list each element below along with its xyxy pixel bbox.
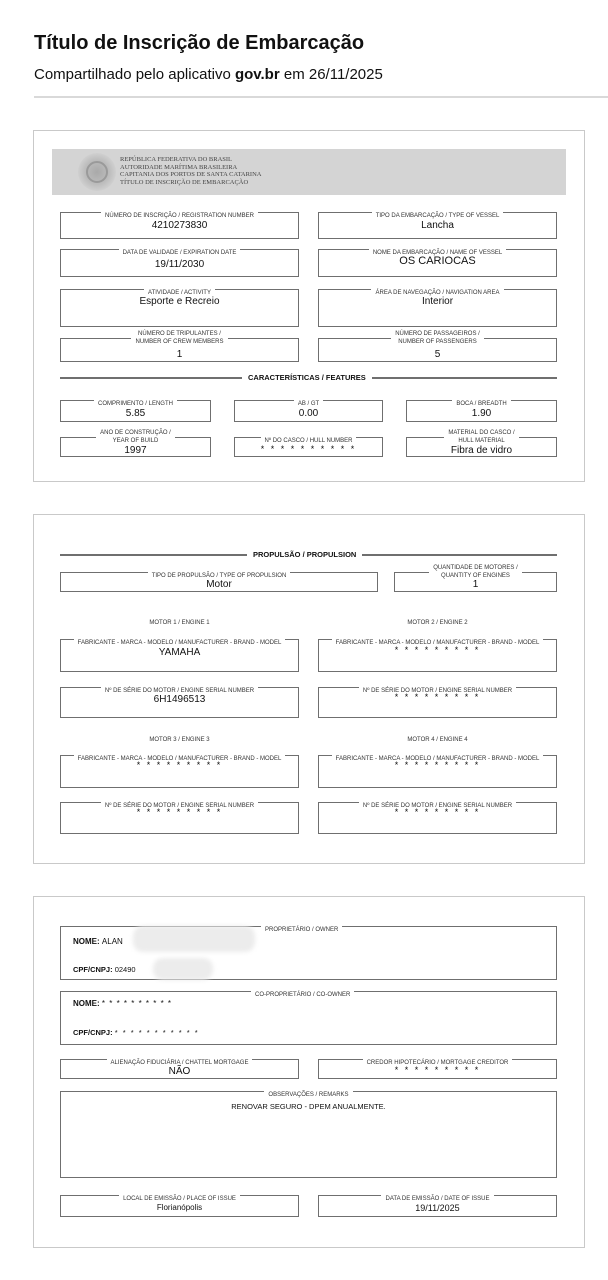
field-label: FABRICANTE - MARCA - MODELO / MANUFACTURER - BRAND - MODEL [74,639,286,647]
coowner-doc-value: * * * * * * * * * * * [114,1028,200,1037]
field-label: TIPO DA EMBARCAÇÃO / TYPE OF VESSEL [372,212,504,220]
engine-quantity-field [394,565,557,592]
label-line: QUANTIDADE DE MOTORES / [433,565,518,571]
remarks-field [60,1091,557,1178]
crew-members-field [60,331,299,362]
owner-name-value: ALAN [101,937,123,946]
coowner-doc-line [73,1028,199,1037]
field-label: Nº DE SÉRIE DO MOTOR / ENGINE SERIAL NUMBER [101,687,258,695]
coowner-name-label: NOME: [73,999,100,1008]
owner-doc-value: 02490 [114,965,136,974]
document-header [52,149,566,195]
engine-2-maker-value: * * * * * * * * * [394,645,481,655]
engine-3-serial-value: * * * * * * * * * [136,807,223,817]
engine-2-serial-field [318,687,557,718]
field-label [96,429,175,445]
field-label [131,330,227,346]
engine-4-serial-field [318,802,557,834]
features-title: CARACTERÍSTICAS / FEATURES [242,373,372,382]
hull-number-value: * * * * * * * * * * [260,444,357,454]
field-label: AB / GT [294,400,323,408]
label-line: MATERIAL DO CASCO / [448,430,515,436]
remarks-value: RENOVAR SEGURO - DPEM ANUALMENTE. [231,1102,386,1111]
label-line: HULL MATERIAL [458,438,505,444]
engine-4-serial-value: * * * * * * * * * [394,807,481,817]
field-label [391,330,484,346]
engine-3-serial-field [60,802,299,834]
header-divider [34,96,608,98]
propulsion-type-field [60,572,378,592]
shared-app[interactable]: gov.br [234,66,280,83]
engine-3-maker-field [60,755,299,788]
expiration-date-value: 19/11/2030 [154,259,205,270]
passengers-value: 5 [434,349,441,360]
engine-1-maker-value: YAMAHA [158,647,201,658]
field-label: LOCAL DE EMISSÃO / PLACE OF ISSUE [119,1195,240,1203]
field-label: OBSERVAÇÕES / REMARKS [264,1091,352,1099]
field-label: FABRICANTE - MARCA - MODELO / MANUFACTURER - BRAND - MODEL [74,755,286,763]
hull-material-value: Fibra de vidro [450,445,513,456]
vessel-type-field [318,212,557,239]
page-title: Título de Inscrição de Embarcação [34,32,365,54]
coowner-doc-label: CPF/CNPJ: [73,1028,113,1037]
field-label: FABRICANTE - MARCA - MODELO / MANUFACTURER - BRAND - MODEL [332,755,544,763]
label-line: NUMBER OF PASSENGERS [398,339,477,345]
field-label: COMPRIMENTO / LENGTH [94,400,177,408]
propulsion-type-value: Motor [206,579,232,590]
vessel-card [33,130,585,482]
owner-doc-label: CPF/CNPJ: [73,965,113,974]
length-value: 5.85 [125,408,146,419]
place-of-issue-field [60,1195,299,1217]
activity-value: Esporte e Recreio [139,296,220,307]
label-line: ANO DE CONSTRUÇÃO / [100,430,171,436]
engine-1-title: MOTOR 1 / ENGINE 1 [149,620,210,626]
year-of-build-field [60,430,211,457]
engine-1-serial-field [60,687,299,718]
field-label: TIPO DE PROPULSÃO / TYPE OF PROPULSION [148,572,291,580]
field-label: PROPRIETÁRIO / OWNER [261,926,342,934]
engine-4-maker-field [318,755,557,788]
navigation-area-value: Interior [421,296,454,307]
owner-name-label: NOME: [73,937,100,946]
header-line: REPÚBLICA FEDERATIVA DO BRASIL [120,156,233,163]
label-line: NUMBER OF CREW MEMBERS [135,339,224,345]
engine-2-title: MOTOR 2 / ENGINE 2 [407,620,468,626]
header-line: AUTORIDADE MARÍTIMA BRASILEIRA [120,163,238,171]
shared-info [34,66,383,83]
field-label: Nº DE SÉRIE DO MOTOR / ENGINE SERIAL NUMBER [359,802,516,810]
engine-4-title: MOTOR 4 / ENGINE 4 [407,737,468,743]
registration-number-value: 4210273830 [151,220,208,231]
propulsion-card [33,514,585,864]
redaction-blur [133,926,255,952]
field-label: NOME DA EMBARCAÇÃO / NAME OF VESSEL [369,249,506,257]
engine-1-serial-value: 6H1496513 [153,694,206,705]
gross-tonnage-field [234,400,383,422]
redaction-blur [153,958,213,980]
shared-prefix: Compartilhado pelo aplicativo [34,66,235,83]
engine-4-maker-value: * * * * * * * * * [394,760,481,770]
field-label: FABRICANTE - MARCA - MODELO / MANUFACTURER - BRAND - MODEL [332,639,544,647]
field-label: DATA DE VALIDADE / EXPIRATION DATE [119,249,241,257]
field-label: Nº DO CASCO / HULL NUMBER [261,437,357,445]
field-label: NÚMERO DE INSCRIÇÃO / REGISTRATION NUMBER [101,212,258,220]
label-line: QUANTITY OF ENGINES [441,573,510,579]
engine-3-maker-value: * * * * * * * * * [136,760,223,770]
owner-card [33,896,585,1248]
field-label: ÁREA DE NAVEGAÇÃO / NAVIGATION AREA [371,289,503,297]
engine-3-title: MOTOR 3 / ENGINE 3 [149,737,210,743]
chattel-mortgage-value: NÃO [168,1066,191,1077]
header-line: TÍTULO DE INSCRIÇÃO DE EMBARCAÇÃO [120,178,249,186]
crew-members-value: 1 [176,349,183,360]
header-lines [120,156,262,186]
breadth-value: 1.90 [471,408,492,419]
owner-field [60,926,557,980]
field-label: BOCA / BREADTH [452,400,510,408]
shared-suffix: em 26/11/2025 [279,66,383,83]
propulsion-title: PROPULSÃO / PROPULSION [247,550,362,559]
breadth-field [406,400,557,422]
field-label [444,429,518,445]
expiration-date-field [60,249,299,277]
activity-field [60,289,299,327]
date-of-issue-value: 19/11/2025 [415,1203,460,1213]
hull-number-field [234,437,383,457]
vessel-type-value: Lancha [421,220,454,231]
registration-number-field [60,212,299,239]
field-label: ATIVIDADE / ACTIVITY [144,289,215,297]
coowner-name-line [73,999,172,1008]
hull-material-field [406,430,557,457]
field-label [429,564,522,580]
year-of-build-value: 1997 [124,445,147,456]
field-label: Nº DE SÉRIE DO MOTOR / ENGINE SERIAL NUMBER [101,802,258,810]
engine-1-maker-field [60,639,299,672]
coowner-name-value: * * * * * * * * * * [101,999,173,1008]
mortgage-creditor-value: * * * * * * * * * [394,1065,481,1075]
field-label: ALIENAÇÃO FIDUCIÁRIA / CHATTEL MORTGAGE [107,1059,253,1067]
navigation-area-field [318,289,557,327]
gross-tonnage-value: 0.00 [298,408,319,419]
field-label: CO-PROPRIETÁRIO / CO-OWNER [251,991,354,999]
label-line: NÚMERO DE TRIPULANTES / [138,331,221,337]
length-field [60,400,211,422]
label-line: NÚMERO DE PASSAGEIROS / [395,331,480,337]
coat-of-arms-icon [78,153,116,191]
mortgage-creditor-field [318,1059,557,1079]
coowner-field [60,991,557,1045]
passengers-field [318,331,557,362]
place-of-issue-value: Florianópolis [156,1203,203,1212]
field-label: Nº DE SÉRIE DO MOTOR / ENGINE SERIAL NUMBER [359,687,516,695]
owner-doc-line [73,965,136,974]
engine-2-serial-value: * * * * * * * * * [394,692,481,702]
vessel-name-field [318,249,557,277]
engine-quantity-value: 1 [472,579,479,590]
owner-name-line [73,937,123,946]
chattel-mortgage-field [60,1059,299,1079]
field-label: CREDOR HIPOTECÁRIO / MORTGAGE CREDITOR [363,1059,513,1067]
label-line: YEAR OF BUILD [112,438,159,444]
engine-2-maker-field [318,639,557,672]
header-line: CAPITANIA DOS PORTOS DE SANTA CATARINA [120,171,262,179]
vessel-name-value: OS CARIOCAS [399,255,476,267]
field-label: DATA DE EMISSÃO / DATE OF ISSUE [381,1195,493,1203]
date-of-issue-field [318,1195,557,1217]
